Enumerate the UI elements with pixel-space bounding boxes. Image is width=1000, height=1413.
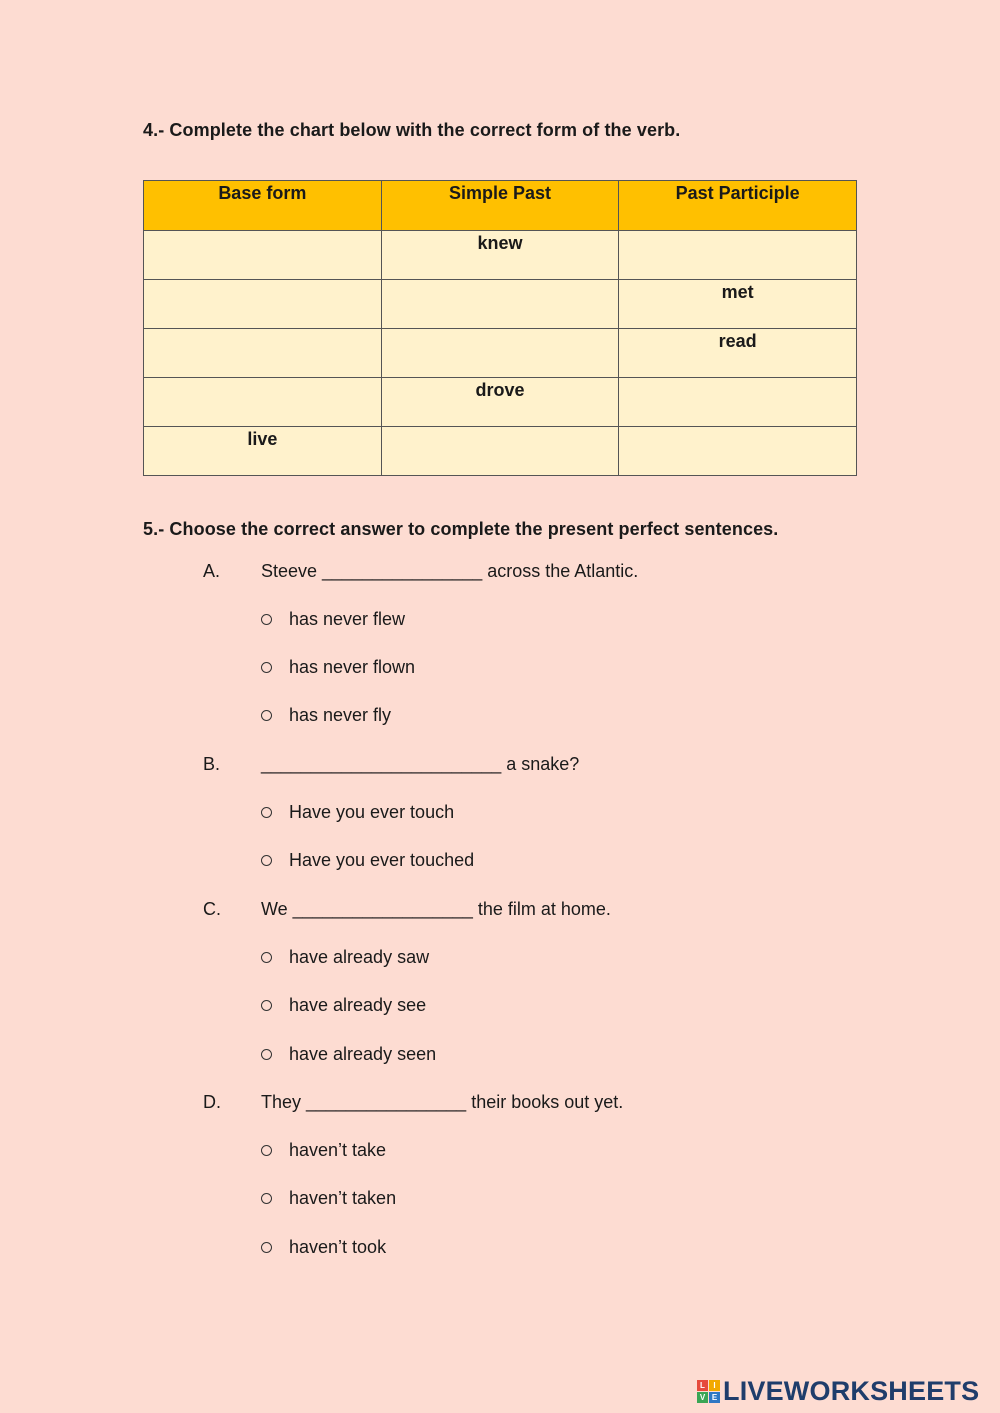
question-letter: C. [203, 899, 221, 919]
given-cell: live [144, 427, 382, 476]
given-cell: drove [381, 378, 619, 427]
table-row [144, 231, 857, 280]
option-label: haven’t take [289, 1140, 387, 1160]
answer-option[interactable] [261, 657, 415, 678]
option-label: have already see [289, 995, 427, 1015]
answer-cell[interactable] [144, 231, 382, 280]
table-row [144, 329, 857, 378]
option-label: Have you ever touch [289, 802, 455, 822]
answer-option[interactable] [261, 802, 454, 823]
liveworksheets-logo-icon: L I V E [697, 1380, 720, 1403]
header-simple-past: Simple Past [381, 181, 619, 231]
table-row [144, 378, 857, 427]
question-text: We __________________ the film at home. [261, 899, 611, 919]
radio-circle-icon[interactable] [261, 710, 272, 721]
question-text: They ________________ their books out yet. [261, 1092, 624, 1112]
answer-cell[interactable] [619, 427, 857, 476]
table-row [144, 280, 857, 329]
answer-cell[interactable] [619, 231, 857, 280]
question-letter: D. [203, 1092, 221, 1112]
given-cell: read [619, 329, 857, 378]
question-text: ________________________ a snake? [261, 754, 580, 774]
answer-option[interactable] [261, 1044, 436, 1065]
option-label: haven’t taken [289, 1188, 397, 1208]
answer-option[interactable] [261, 947, 429, 968]
logo-text: LIVEWORKSHEETS [723, 1376, 980, 1406]
question-text: Steeve ________________ across the Atlantic. [261, 561, 639, 581]
radio-circle-icon[interactable] [261, 1049, 272, 1060]
answer-cell[interactable] [619, 378, 857, 427]
option-label: have already seen [289, 1044, 437, 1064]
option-label: have already saw [289, 947, 430, 967]
option-label: Have you ever touched [289, 850, 475, 870]
answer-option[interactable] [261, 609, 405, 630]
section-4-heading: 4.- Complete the chart below with the correct form of the verb. [143, 120, 681, 140]
verb-chart [143, 180, 857, 476]
radio-circle-icon[interactable] [261, 1193, 272, 1204]
radio-circle-icon[interactable] [261, 662, 272, 673]
header-past-participle: Past Participle [619, 181, 857, 231]
answer-cell[interactable] [381, 329, 619, 378]
radio-circle-icon[interactable] [261, 855, 272, 866]
question-letter: B. [203, 754, 221, 774]
answer-option[interactable] [261, 1237, 386, 1258]
answer-cell[interactable] [144, 378, 382, 427]
option-label: has never flown [289, 657, 416, 677]
answer-option[interactable] [261, 995, 426, 1016]
answer-cell[interactable] [144, 329, 382, 378]
answer-cell[interactable] [144, 280, 382, 329]
answer-option[interactable] [261, 850, 474, 871]
radio-circle-icon[interactable] [261, 614, 272, 625]
answer-option[interactable] [261, 705, 391, 726]
answer-option[interactable] [261, 1140, 386, 1161]
option-label: has never fly [289, 705, 392, 725]
liveworksheets-logo [697, 1376, 979, 1407]
chart-header-row [144, 181, 857, 231]
option-label: has never flew [289, 609, 406, 629]
radio-circle-icon[interactable] [261, 807, 272, 818]
section-5-heading: 5.- Choose the correct answer to complete the present perfect sentences. [143, 519, 779, 539]
radio-circle-icon[interactable] [261, 1000, 272, 1011]
option-label: haven’t took [289, 1237, 387, 1257]
answer-cell[interactable] [381, 280, 619, 329]
radio-circle-icon[interactable] [261, 952, 272, 963]
answer-cell[interactable] [381, 427, 619, 476]
table-row [144, 427, 857, 476]
answer-option[interactable] [261, 1188, 396, 1209]
radio-circle-icon[interactable] [261, 1145, 272, 1156]
header-base-form: Base form [144, 181, 382, 231]
given-cell: met [619, 280, 857, 329]
given-cell: knew [381, 231, 619, 280]
question-letter: A. [203, 561, 221, 581]
radio-circle-icon[interactable] [261, 1242, 272, 1253]
